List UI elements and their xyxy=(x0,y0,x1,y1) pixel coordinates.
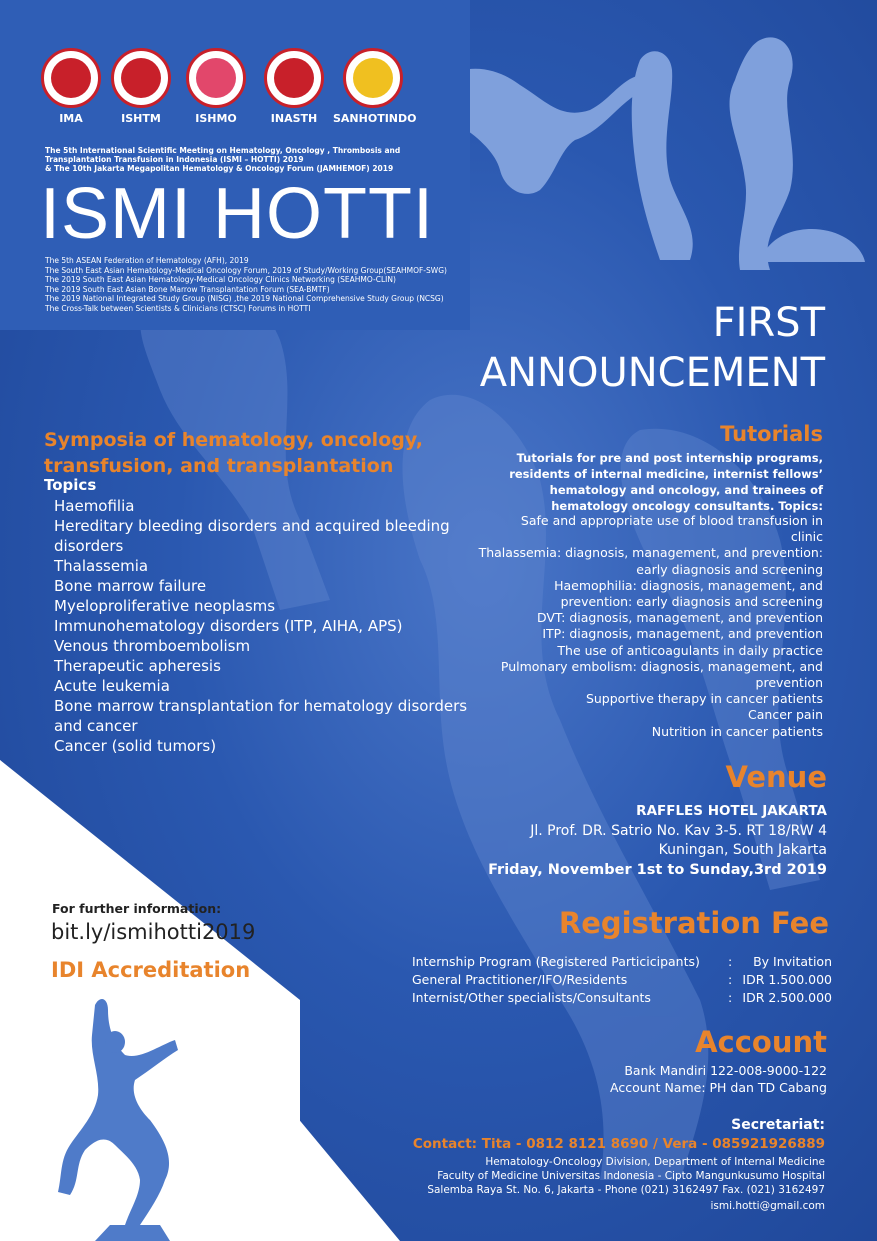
forum-line: The Cross-Talk between Scientists & Clinicians (CTSC) Forums in HOTTI xyxy=(45,303,311,313)
topic-item: Myeloproliferative neoplasms xyxy=(54,597,276,615)
venue-date: Friday, November 1st to Sunday,3rd 2019 xyxy=(488,861,827,878)
secretariat-contact: Contact: Tita - 0812 8121 8690 / Vera - 085921926889 xyxy=(412,1136,825,1152)
tutorial-item: Haemophilia: diagnosis, management, and xyxy=(554,577,823,593)
topic-item: Immunohematology disorders (ITP, AIHA, APS) xyxy=(54,617,403,635)
secretariat-line: Faculty of Medicine Universitas Indonesia - Cipto Mangunkusumo Hospital xyxy=(437,1170,825,1182)
dancer-silhouette-icon xyxy=(436,37,865,270)
logo-inasth-icon xyxy=(264,48,324,108)
tutorial-item: Thalassemia: diagnosis, management, and prevention: xyxy=(478,545,823,561)
event-title: ISMI HOTTI xyxy=(40,174,434,254)
intro-line: Transplantation Transfusion in Indonesia (ISMI – HOTTI) 2019 xyxy=(45,155,304,164)
venue-address: Jl. Prof. DR. Satrio No. Kav 3-5. RT 18/RW 4 xyxy=(530,822,827,839)
forum-line: The 5th ASEAN Federation of Hematology (AFH), 2019 xyxy=(45,256,249,265)
symposia-topics xyxy=(54,496,474,756)
topic-item: Hereditary bleeding disorders and acquired bleeding xyxy=(54,517,450,535)
forum-list xyxy=(45,256,485,313)
account-title: Account xyxy=(695,1025,827,1059)
secretariat-line: Salemba Raya St. No. 6, Jakarta - Phone (021) 3162497 Fax. (021) 3162497 xyxy=(427,1184,825,1196)
secretariat-title: Secretariat: xyxy=(731,1117,825,1133)
topic-item: Cancer (solid tumors) xyxy=(54,737,217,755)
tutorial-item: Cancer pain xyxy=(748,707,823,723)
fee-title: Registration Fee xyxy=(558,906,829,940)
intro-line: The 5th International Scientific Meeting on Hematology, Oncology , Thrombosis and xyxy=(45,146,401,155)
fee-label: Internist/Other specialists/Consultants xyxy=(412,990,651,1005)
further-info-label: For further information: xyxy=(52,901,222,916)
topic-item: and cancer xyxy=(54,717,138,735)
tutorials-topics xyxy=(463,513,823,740)
tutorial-item: Nutrition in cancer patients xyxy=(651,723,823,739)
topics-label: Topics xyxy=(44,476,97,494)
announcement-heading xyxy=(480,298,825,398)
tutorial-item: ITP: diagnosis, management, and prevention xyxy=(542,626,823,642)
tutorials-intro-line: Tutorials for pre and post internship programs, xyxy=(516,451,823,465)
secretariat-address xyxy=(355,1155,825,1213)
accreditation-label: IDI Accreditation xyxy=(51,958,251,982)
tutorials-title: Tutorials xyxy=(720,422,823,446)
topic-item: Therapeutic apheresis xyxy=(54,657,221,675)
tutorial-item: prevention: early diagnosis and screening xyxy=(560,594,823,610)
topic-item: Thalassemia xyxy=(54,557,149,575)
logo-label: IMA xyxy=(59,112,83,125)
tutorial-item: clinic xyxy=(790,529,823,545)
fee-label: General Practitioner/IFO/Residents xyxy=(412,972,628,987)
logo-ishmo-icon xyxy=(186,48,246,108)
symposia-title xyxy=(44,427,464,479)
announcement-line: FIRST xyxy=(712,300,825,346)
tutorial-item: Pulmonary embolism: diagnosis, management, and xyxy=(500,658,823,674)
topic-item: Acute leukemia xyxy=(54,677,170,695)
venue-hotel: RAFFLES HOTEL JAKARTA xyxy=(636,803,827,819)
logo-sanhotindo-icon xyxy=(343,48,403,108)
account-bank: Bank Mandiri 122-008-9000-122 xyxy=(624,1063,827,1078)
symposia-title-line: Symposia of hematology, oncology, xyxy=(44,429,423,451)
topic-item: Bone marrow transplantation for hematology disorders xyxy=(54,697,468,715)
tutorials-intro-line: residents of internal medicine, internist fellows’ xyxy=(509,467,823,481)
intro-line: & The 10th Jakarta Megapolitan Hematology & Oncology Forum (JAMHEMOF) 2019 xyxy=(45,164,394,173)
tutorial-item: prevention xyxy=(755,675,823,691)
tutorial-item: early diagnosis and screening xyxy=(636,561,823,577)
forum-line: The 2019 South East Asian Hematology-Medical Oncology Clinics Networking (SEAHMO-CLIN) xyxy=(45,275,396,284)
secretariat-email[interactable]: ismi.hotti@gmail.com xyxy=(710,1200,825,1212)
tutorial-item: The use of anticoagulants in daily practice xyxy=(557,642,823,658)
fee-value: By Invitation xyxy=(753,954,832,969)
forum-line: The South East Asian Hematology-Medical Oncology Forum, 2019 of Study/Working Group(SEAHMOF-SWG) xyxy=(45,265,447,275)
topic-item: Bone marrow failure xyxy=(54,577,207,595)
topic-item: disorders xyxy=(54,537,124,555)
tutorials-intro-line: hematology oncology consultants. Topics: xyxy=(551,499,823,513)
logo-ima-icon xyxy=(41,48,101,108)
fee-colon: : xyxy=(728,990,733,1005)
logo-label: ISHMO xyxy=(195,112,237,125)
logo-label: SANHOTINDO xyxy=(333,112,417,125)
tutorial-item: Supportive therapy in cancer patients xyxy=(585,691,823,707)
secretariat-line: Hematology-Oncology Division, Department of Internal Medicine xyxy=(485,1156,825,1168)
logo-label: ISHTM xyxy=(121,112,161,125)
fee-colon: : xyxy=(728,972,733,987)
logo-ishtm-icon xyxy=(111,48,171,108)
tutorials-intro xyxy=(423,450,823,514)
tutorials-intro-line: hematology and oncology, and trainees of xyxy=(549,483,823,497)
venue-details xyxy=(407,802,827,880)
fee-colon: : xyxy=(728,954,733,969)
info-link[interactable]: bit.ly/ismihotti2019 xyxy=(51,920,256,944)
account-name: Account Name: PH dan TD Cabang xyxy=(610,1080,827,1095)
venue-title: Venue xyxy=(725,760,827,794)
symposia-title-line: transfusion, and transplantation xyxy=(44,455,394,477)
logo-label: INASTH xyxy=(270,112,318,125)
tutorial-item: Safe and appropriate use of blood transfusion in xyxy=(520,513,823,528)
intro-text xyxy=(45,146,465,173)
announcement-line: ANNOUNCEMENT xyxy=(479,350,825,396)
topic-item: Haemofilia xyxy=(54,497,135,515)
topic-item: Venous thromboembolism xyxy=(54,637,251,655)
forum-line: The 2019 National Integrated Study Group (NISG) ,the 2019 National Comprehensive Study Group (NCSG) xyxy=(45,294,444,303)
venue-address: Kuningan, South Jakarta xyxy=(658,842,827,858)
fee-value: IDR 2.500.000 xyxy=(742,990,832,1005)
forum-line: The 2019 South East Asian Bone Marrow Transplantation Forum (SEA-BMTF) xyxy=(45,284,330,294)
account-details xyxy=(427,1062,827,1096)
fee-label: Internship Program (Registered Particicipants) xyxy=(412,954,700,969)
tutorial-item: DVT: diagnosis, management, and prevention xyxy=(536,610,823,626)
fee-value: IDR 1.500.000 xyxy=(742,972,832,987)
